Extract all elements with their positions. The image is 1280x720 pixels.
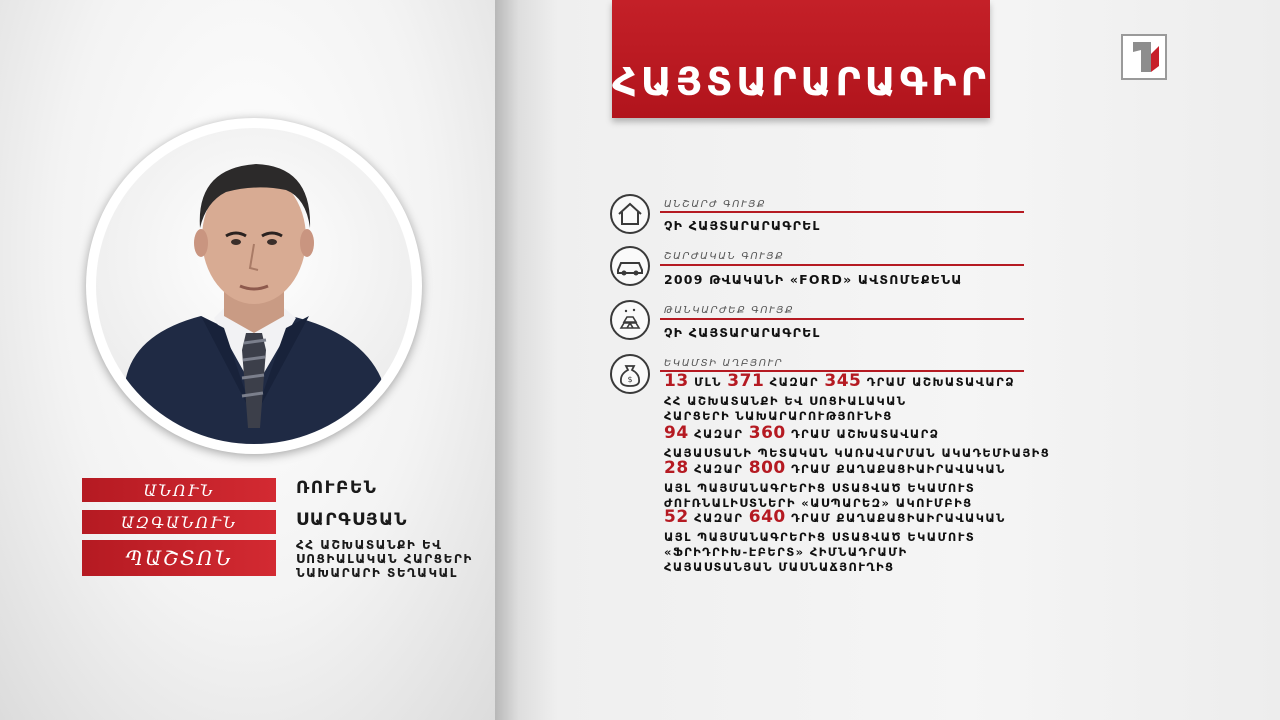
gold-bars-icon — [610, 300, 650, 340]
income-text: ՀԱԶԱՐ — [764, 375, 825, 389]
income-amount — [664, 371, 1016, 391]
valuables-label: ԹԱՆԿԱՐԺԵՔ ԳՈՒՅՔ — [664, 305, 795, 316]
income-number: 13 — [664, 371, 689, 391]
position-line: ՀՀ ԱՇԽԱՏԱՆՔԻ ԵՎ — [296, 538, 443, 552]
divider — [660, 211, 1024, 213]
name-value: ՌՈՒԲԵՆ — [296, 478, 378, 498]
income-text: ԴՐԱՄ ՔԱՂԱՔԱՑԻԱԻՐԱՎԱԿԱՆ — [785, 511, 1006, 525]
income-number: 800 — [748, 458, 786, 478]
person-portrait-icon — [96, 128, 412, 444]
income-text: ՀԱԶԱՐ — [688, 427, 749, 441]
income-source-line: ՀԱՅԱՍՏԱՆՅԱՆ ՄԱՍՆԱՃՅՈՒՂԻՑ — [664, 560, 895, 574]
movable-label: ՇԱՐԺԱԿԱՆ ԳՈՒՅՔ — [664, 251, 785, 262]
income-text: ՀԱԶԱՐ — [688, 462, 749, 476]
income-number: 371 — [727, 371, 765, 391]
position-line: ՍՈՑԻԱԼԱԿԱՆ ՀԱՐՑԵՐԻ — [296, 552, 473, 566]
money-bag-icon — [610, 354, 650, 394]
real-estate-value: ՉԻ ՀԱՅՏԱՐԱՐԱԳՐԵԼ — [664, 218, 821, 233]
income-text: ԴՐԱՄ ՔԱՂԱՔԱՑԻԱԻՐԱՎԱԿԱՆ — [785, 462, 1006, 476]
channel-1-logo-icon — [1121, 34, 1167, 80]
income-source-line: ՀԱՅԱՍՏԱՆԻ ՊԵՏԱԿԱՆ ԿԱՌԱՎԱՐՄԱՆ ԱԿԱԴԵՄԻԱՅԻՑ — [664, 446, 1051, 460]
income-number: 345 — [824, 371, 862, 391]
income-source-line: ՀԱՐՑԵՐԻ ՆԱԽԱՐԱՐՈՒԹՅՈՒՆԻՑ — [664, 409, 893, 423]
income-source-line: «ՖՐԻԴՐԻԽ-ԷԲԵՐՏ» ՀԻՄՆԱԴՐԱՄԻ — [664, 545, 908, 559]
income-text: ՄԼՆ — [688, 375, 728, 389]
car-icon — [610, 246, 650, 286]
income-number: 360 — [748, 423, 786, 443]
income-label: ԵԿԱՄՏԻ ԱՂԲՅՈՒՐ — [664, 358, 784, 369]
position-value — [296, 538, 473, 580]
valuables-value: ՉԻ ՀԱՅՏԱՐԱՐԱԳՐԵԼ — [664, 325, 821, 340]
svg-text:$: $ — [627, 375, 633, 384]
name-label: ԱՆՈՒՆ — [82, 478, 276, 502]
income-text: ԴՐԱՄ ԱՇԽԱՏԱՎԱՐՁ — [861, 375, 1016, 389]
income-number: 28 — [664, 458, 689, 478]
divider — [660, 264, 1024, 266]
position-line: ՆԱԽԱՐԱՐԻ ՏԵՂԱԿԱԼ — [296, 566, 458, 580]
income-source-line: ՀՀ ԱՇԽԱՏԱՆՔԻ ԵՎ ՍՈՑԻԱԼԱԿԱՆ — [664, 394, 907, 408]
real-estate-label: ԱՆՇԱՐԺ ԳՈՒՅՔ — [664, 199, 767, 210]
income-number: 52 — [664, 507, 689, 527]
surname-label: ԱԶԳԱՆՈՒՆ — [82, 510, 276, 534]
movable-value: 2009 ԹՎԱԿԱՆԻ «FORD» ԱՎՏՈՄԵՔԵՆԱ — [664, 272, 963, 287]
income-amount — [664, 507, 1006, 527]
page-title: ՀԱՅՏԱՐԱՐԱԳԻՐ — [612, 60, 990, 104]
portrait-photo — [96, 128, 412, 444]
income-source-line: ԺՈՒՌՆԱԼԻՍՏՆԵՐԻ «ԱՍՊԱՐԵԶ» ԱԿՈՒՄԲԻՑ — [664, 496, 973, 510]
income-source-line: ԱՅԼ ՊԱՅՄԱՆԱԳՐԵՐԻՑ ՍՏԱՑՎԱԾ ԵԿԱՄՈՒՏ — [664, 481, 976, 495]
income-number: 94 — [664, 423, 689, 443]
income-number: 640 — [748, 507, 786, 527]
income-amount — [664, 423, 940, 443]
surname-value: ՍԱՐԳՍՅԱՆ — [296, 510, 409, 530]
income-text: ԴՐԱՄ ԱՇԽԱՏԱՎԱՐՁ — [785, 427, 940, 441]
income-text: ՀԱԶԱՐ — [688, 511, 749, 525]
income-source-line: ԱՅԼ ՊԱՅՄԱՆԱԳՐԵՐԻՑ ՍՏԱՑՎԱԾ ԵԿԱՄՈՒՏ — [664, 530, 976, 544]
divider — [660, 318, 1024, 320]
title-banner — [612, 0, 990, 118]
house-icon — [610, 194, 650, 234]
position-label: ՊԱՇՏՈՆ — [82, 540, 276, 576]
income-amount — [664, 458, 1006, 478]
